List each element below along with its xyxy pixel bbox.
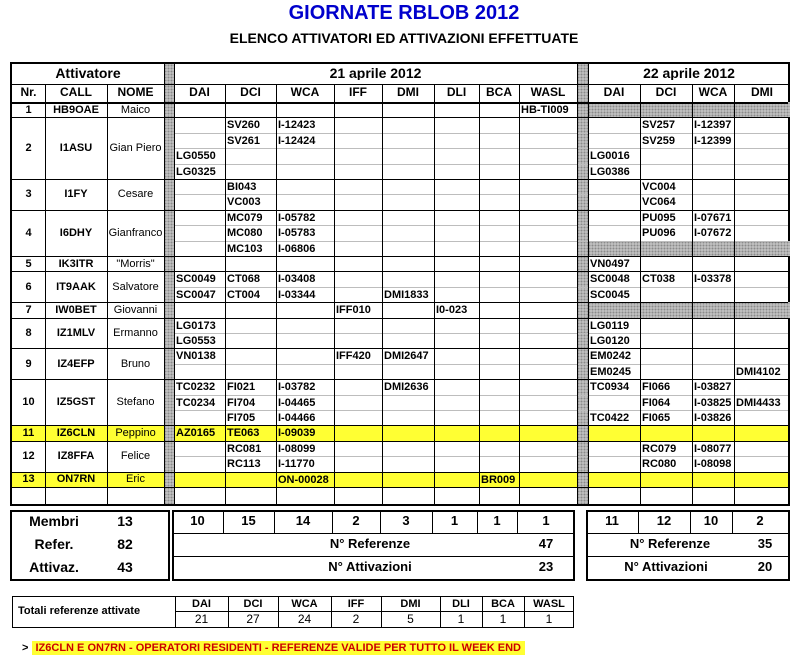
- reference-cell: SV260: [227, 119, 261, 132]
- reference-cell: BI043: [227, 181, 257, 193]
- reference-cell: LG0325: [176, 165, 216, 178]
- operator-nr: 11: [22, 427, 35, 440]
- totals-value-iff: 2: [352, 612, 360, 626]
- reference-cell: VC004: [642, 181, 676, 193]
- count-day2-dci: 12: [656, 514, 672, 528]
- attivaz-label: Attivaz.: [29, 560, 79, 574]
- totals-label: Totali referenze attivate: [18, 605, 141, 617]
- operator-nr: 2: [25, 142, 32, 155]
- rule: [276, 84, 277, 504]
- header-date-day1: 21 aprile 2012: [329, 66, 422, 80]
- count-day1-iff: 2: [352, 514, 360, 528]
- operator-name: Stefano: [116, 396, 155, 409]
- reference-cell: I-04465: [278, 396, 316, 409]
- totals-col-dci: DCI: [243, 598, 263, 610]
- reference-cell: HB-TI009: [521, 104, 569, 116]
- resident-operators-note: [22, 642, 525, 654]
- sub-rule: [174, 194, 788, 195]
- operator-call: I1FY: [64, 188, 88, 201]
- day2-referenze-label: N° Referenze: [629, 537, 711, 551]
- sub-rule: [174, 133, 788, 134]
- rule: [734, 84, 735, 504]
- reference-cell: FI704: [227, 396, 256, 409]
- totals-col-wasl: WASL: [533, 598, 565, 610]
- sub-rule: [174, 241, 788, 242]
- reference-cell: VN0497: [590, 258, 630, 270]
- count-day2-dai: 11: [605, 514, 619, 528]
- reference-cell: LG0386: [590, 165, 630, 178]
- count-day1-wasl: 1: [542, 514, 550, 528]
- totals-col-iff: IFF: [347, 598, 365, 610]
- reference-cell: MC080: [227, 227, 263, 240]
- sub-rule: [174, 287, 788, 288]
- header-day1-iff: IFF: [349, 85, 367, 99]
- totals-value-dai: 21: [194, 612, 209, 626]
- header-day1-dli: DLI: [446, 85, 467, 99]
- reference-cell: SV261: [227, 134, 261, 147]
- operator-nr: 3: [25, 188, 32, 201]
- reference-cell: IFF010: [336, 304, 371, 317]
- header-day1-dmi: DMI: [397, 85, 419, 99]
- operator-call: IZ6CLN: [56, 427, 96, 440]
- reference-cell: CT068: [227, 273, 261, 286]
- reference-cell: FI021: [227, 381, 256, 394]
- operator-name: Cesare: [117, 188, 154, 201]
- reference-cell: VC003: [227, 196, 261, 209]
- reference-cell: LG0553: [176, 335, 216, 347]
- header-day1-wasl: WASL: [530, 85, 566, 99]
- rule: [479, 84, 480, 504]
- reference-cell: IFF420: [336, 350, 371, 363]
- day2-attivazioni-label: N° Attivazioni: [624, 560, 708, 574]
- operator-call: I6DHY: [59, 226, 93, 239]
- rule: [12, 84, 788, 85]
- operator-name: Ermanno: [113, 327, 158, 339]
- reference-cell: I-08098: [694, 458, 732, 471]
- rule: [432, 510, 433, 533]
- rule: [334, 84, 335, 504]
- totals-col-dai: DAI: [192, 598, 211, 610]
- reference-cell: LG0173: [176, 319, 216, 332]
- operator-nr: 5: [25, 257, 32, 270]
- operator-call: HB9OAE: [53, 103, 99, 116]
- rule: [175, 596, 176, 628]
- totals-value-bca: 1: [499, 612, 507, 626]
- reference-cell: I-12397: [694, 119, 732, 132]
- totals-col-dli: DLI: [452, 598, 470, 610]
- day2-referenze-value: 35: [757, 537, 773, 551]
- count-day2-dmi: 2: [756, 514, 764, 528]
- reference-cell: I-03827: [694, 381, 732, 394]
- activators-table: [10, 62, 790, 506]
- rule: [12, 318, 788, 319]
- sub-rule: [174, 364, 788, 365]
- rule: [482, 596, 483, 628]
- operator-nr: 10: [22, 396, 35, 409]
- reference-cell: I-03344: [278, 288, 316, 301]
- rule: [732, 510, 733, 533]
- operator-nr: 4: [25, 226, 32, 239]
- reference-cell: DMI2636: [384, 381, 429, 394]
- rule: [524, 596, 525, 628]
- page-title: GIORNATE RBLOB 2012: [288, 2, 520, 24]
- rule: [228, 596, 229, 628]
- operator-nr: 12: [22, 450, 35, 463]
- reference-cell: SC0049: [176, 273, 216, 286]
- reference-cell: RC080: [642, 458, 677, 471]
- blank-day2-cell: [588, 302, 790, 317]
- header-day2-dci: DCI: [655, 85, 677, 99]
- header-day2-dai: DAI: [603, 85, 625, 99]
- separator-hatch: [164, 64, 174, 504]
- operator-call: IW0BET: [55, 303, 97, 316]
- reference-cell: I-05782: [278, 211, 316, 224]
- rule: [223, 510, 224, 533]
- rule: [380, 510, 381, 533]
- rule: [434, 84, 435, 504]
- count-day2-wca: 10: [703, 514, 719, 528]
- reference-cell: LG0016: [590, 150, 630, 163]
- reference-cell: I-08077: [694, 442, 732, 455]
- operator-name: Maico: [120, 103, 151, 116]
- operator-call: IZ8FFA: [57, 450, 95, 463]
- refer-label: Refer.: [34, 537, 74, 551]
- rule: [382, 84, 383, 504]
- reference-cell: TE063: [227, 427, 260, 440]
- reference-cell: AZ0165: [176, 427, 216, 440]
- reference-cell: I-04466: [278, 412, 316, 424]
- reference-cell: DMI4102: [736, 365, 781, 378]
- totals-value-dli: 1: [457, 612, 465, 626]
- reference-cell: I-11770: [278, 458, 315, 471]
- operator-call: IT9AAK: [56, 280, 96, 293]
- reference-cell: MC103: [227, 242, 263, 255]
- referenze-value: 47: [538, 537, 554, 551]
- totals-value-dci: 27: [246, 612, 260, 626]
- rule: [332, 510, 333, 533]
- reference-cell: TC0232: [176, 381, 216, 394]
- reference-cell: LG0119: [590, 319, 630, 332]
- blank-day2-cell: [588, 102, 790, 117]
- reference-cell: I-03378: [694, 273, 732, 286]
- totals-col-dmi: DMI: [400, 598, 421, 610]
- reference-cell: I-09039: [278, 427, 316, 440]
- header-col-nome: NOME: [117, 85, 154, 99]
- header-attivatore: Attivatore: [55, 66, 121, 80]
- sub-rule: [174, 225, 788, 226]
- rule: [107, 84, 108, 504]
- rule: [172, 556, 575, 557]
- reference-cell: TC0234: [176, 396, 216, 409]
- sub-rule: [174, 395, 788, 396]
- operator-name: Felice: [120, 450, 151, 463]
- header-day2-dmi: DMI: [751, 85, 773, 99]
- totals-col-bca: BCA: [491, 598, 515, 610]
- day2-attivazioni-value: 20: [757, 560, 773, 574]
- rule: [12, 487, 788, 488]
- header-col-call: CALL: [60, 85, 92, 99]
- page-subtitle: ELENCO ATTIVATORI ED ATTIVAZIONI EFFETTUATE: [229, 30, 579, 46]
- header-day1-dci: DCI: [240, 85, 261, 99]
- reference-cell: FI065: [642, 412, 671, 424]
- operator-nr: 8: [25, 327, 32, 339]
- rule: [588, 64, 589, 504]
- reference-cell: SV257: [642, 119, 676, 132]
- reference-cell: I-05783: [278, 227, 316, 240]
- reference-cell: EM0245: [590, 365, 631, 378]
- attivazioni-label: N° Attivazioni: [328, 560, 412, 574]
- totals-value-wca: 24: [297, 612, 312, 626]
- separator-hatch: [577, 64, 588, 504]
- reference-cell: DMI1833: [384, 288, 429, 301]
- sub-rule: [174, 148, 788, 149]
- operator-nr: 7: [25, 303, 32, 316]
- reference-cell: FI066: [642, 381, 671, 394]
- rule: [586, 533, 790, 534]
- reference-cell: MC079: [227, 211, 263, 224]
- note-prefix: >: [22, 642, 29, 654]
- reference-cell: CT004: [227, 288, 261, 301]
- reference-cell: DMI2647: [384, 350, 429, 363]
- rule: [225, 84, 226, 504]
- reference-cell: SC0048: [590, 273, 630, 286]
- operator-call: I1ASU: [59, 142, 93, 155]
- sub-rule: [174, 164, 788, 165]
- count-day1-wca: 14: [295, 514, 311, 528]
- rule: [440, 596, 441, 628]
- operator-name: Eric: [126, 473, 145, 486]
- count-day1-dli: 1: [450, 514, 459, 528]
- reference-cell: SC0047: [176, 288, 216, 301]
- rule: [174, 64, 175, 504]
- operator-name: Gianfranco: [108, 226, 163, 239]
- reference-cell: I-12399: [694, 134, 732, 147]
- header-day1-wca: WCA: [290, 85, 320, 99]
- reference-cell: SC0045: [590, 288, 630, 301]
- operator-call: IZ1MLV: [56, 327, 96, 339]
- totals-table: [12, 596, 572, 628]
- rule: [381, 596, 382, 628]
- operator-name: "Morris": [116, 257, 155, 270]
- reference-cell: DMI4433: [736, 396, 781, 409]
- rule: [164, 64, 165, 504]
- sub-rule: [174, 410, 788, 411]
- count-day1-dai: 10: [190, 514, 205, 528]
- blank-day2-cell: [588, 241, 790, 256]
- header-day2-wca: WCA: [698, 85, 728, 99]
- operator-name: Giovanni: [113, 303, 158, 316]
- attivaz-value: 43: [117, 560, 133, 574]
- reference-cell: I0-023: [436, 304, 468, 317]
- reference-cell: I-07671: [694, 211, 732, 224]
- reference-cell: I-03825: [694, 396, 732, 409]
- operator-name: Bruno: [120, 357, 151, 370]
- header-date-day2: 22 aprile 2012: [643, 66, 735, 80]
- reference-cell: EM0242: [590, 350, 631, 363]
- note-text: IZ6CLN E ON7RN - OPERATORI RESIDENTI - REFERENZE VALIDE PER TUTTO IL WEEK END: [32, 641, 525, 655]
- count-day1-dmi: 3: [402, 514, 410, 528]
- operator-nr: 6: [25, 280, 32, 293]
- rule: [517, 510, 518, 533]
- totals-col-wca: WCA: [291, 598, 318, 610]
- reference-cell: SV259: [642, 134, 676, 147]
- reference-cell: RC113: [227, 458, 261, 471]
- rule: [690, 510, 691, 533]
- reference-cell: TC0934: [590, 381, 630, 394]
- rule: [175, 611, 574, 612]
- reference-cell: I-03826: [694, 412, 732, 424]
- sub-rule: [174, 333, 788, 334]
- header-day1-bca: BCA: [486, 85, 512, 99]
- rule: [638, 510, 639, 533]
- rule: [640, 84, 641, 504]
- reference-cell: FI705: [227, 412, 256, 424]
- reference-cell: I-12423: [278, 119, 316, 132]
- reference-cell: I-12424: [278, 134, 316, 147]
- operator-nr: 13: [22, 473, 35, 486]
- membri-value: 13: [117, 514, 133, 528]
- rule: [692, 84, 693, 504]
- reference-cell: VC064: [642, 196, 676, 209]
- operator-call: ON7RN: [56, 473, 96, 486]
- refer-value: 82: [117, 537, 133, 551]
- rule: [519, 84, 520, 504]
- reference-cell: FI064: [642, 396, 671, 409]
- totals-value-dmi: 5: [407, 612, 414, 626]
- header-day1-dai: DAI: [189, 85, 210, 99]
- reference-cell: PU095: [642, 211, 676, 224]
- reference-cell: I-06806: [278, 242, 316, 255]
- rule: [172, 533, 575, 534]
- operator-name: Salvatore: [112, 280, 159, 293]
- reference-cell: VN0138: [176, 350, 216, 363]
- rule: [45, 84, 46, 504]
- operator-call: IK3ITR: [58, 257, 94, 270]
- operator-nr: 1: [25, 103, 32, 116]
- rule: [477, 510, 478, 533]
- referenze-label: N° Referenze: [329, 537, 411, 551]
- operator-name: Gian Piero: [109, 142, 162, 155]
- membri-label: Membri: [29, 514, 79, 528]
- totals-value-wasl: 1: [545, 612, 553, 626]
- summary-section: [10, 510, 790, 581]
- reference-cell: RC079: [642, 442, 677, 455]
- reference-cell: ON-00028: [278, 473, 329, 486]
- sub-rule: [174, 456, 788, 457]
- operator-call: IZ5GST: [56, 396, 96, 409]
- operator-call: IZ4EFP: [57, 357, 95, 370]
- reference-cell: I-03408: [278, 273, 316, 286]
- count-day1-dci: 15: [241, 514, 256, 528]
- reference-cell: LG0550: [176, 150, 216, 163]
- rule: [331, 596, 332, 628]
- attivazioni-value: 23: [538, 560, 554, 574]
- header-col-nr: Nr.: [20, 85, 37, 99]
- rule: [577, 64, 578, 504]
- reference-cell: CT038: [642, 273, 676, 286]
- reference-cell: I-08099: [278, 442, 316, 455]
- reference-cell: RC081: [227, 442, 262, 455]
- rule: [586, 556, 790, 557]
- reference-cell: LG0120: [590, 335, 630, 347]
- reference-cell: BR009: [481, 473, 516, 486]
- reference-cell: I-03782: [278, 381, 316, 394]
- count-day1-bca: 1: [493, 514, 501, 528]
- rule: [274, 510, 275, 533]
- operator-nr: 9: [25, 357, 32, 370]
- reference-cell: TC0422: [590, 412, 630, 424]
- reference-cell: I-07672: [694, 227, 732, 240]
- reference-cell: PU096: [642, 227, 676, 240]
- rule: [278, 596, 279, 628]
- operator-name: Peppino: [115, 427, 156, 440]
